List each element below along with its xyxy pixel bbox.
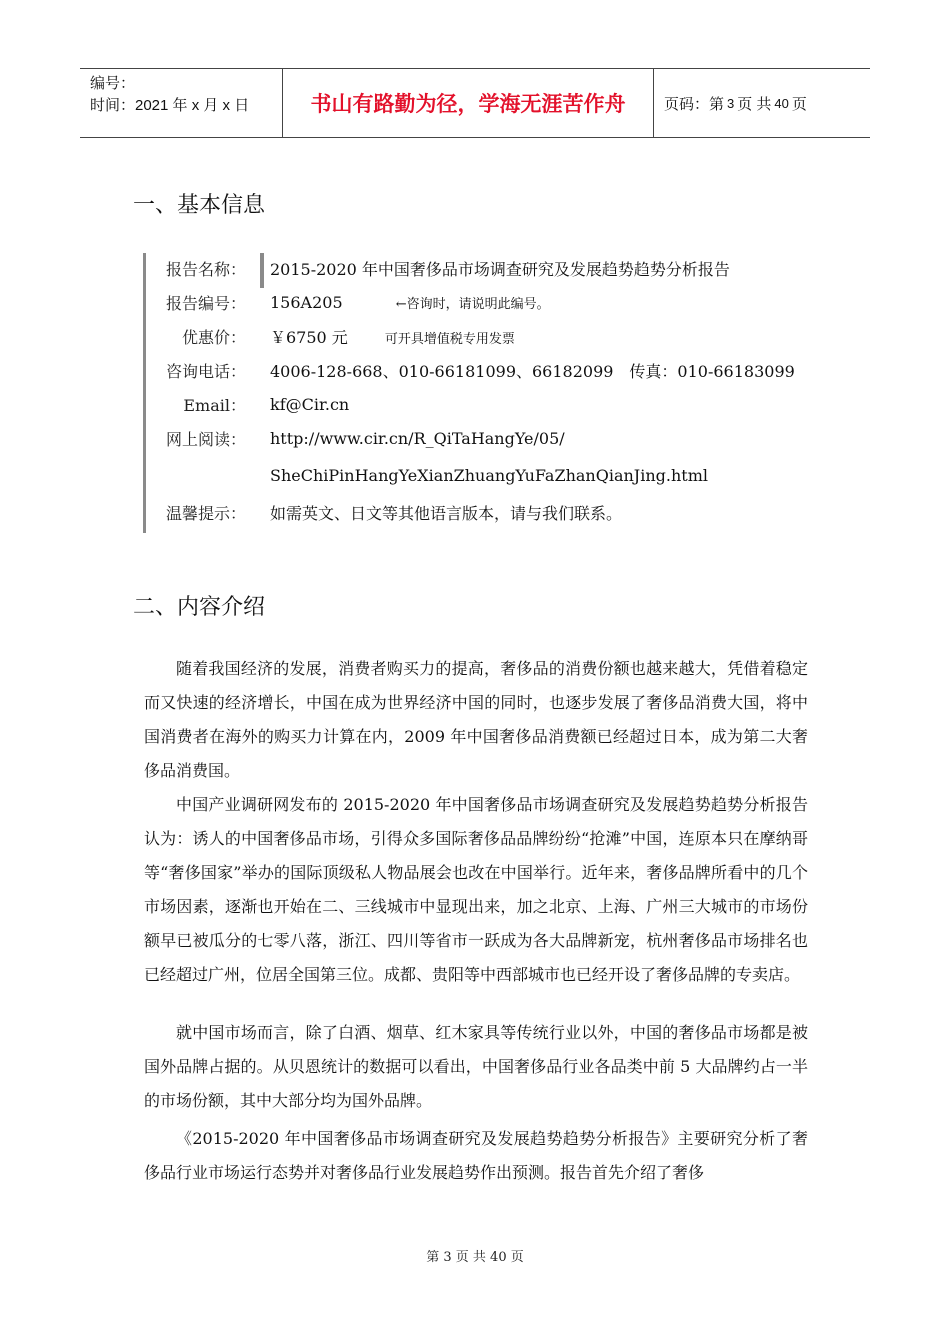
page-header [80, 68, 870, 138]
content-paragraph-3: 就中国市场而言，除了白酒、烟草、红木家具等传统行业以外，中国的奢侈品市场都是被国外品牌占据的。从贝恩统计的数据可以看出，中国奢侈品行业各品类中前 5 大品牌约占一半的市场份额，其中大部分均为国外品牌。 [144, 1023, 808, 1110]
content-paragraph-2: 中国产业调研网发布的 2015-2020 年中国奢侈品市场调查研究及发展趋势趋势分析报告认为：诱人的中国奢侈品市场，引得众多国际奢侈品品牌纷纷“抢滩”中国，连原本只在摩纳哥等“奢侈国家”举办的国际顶级私人物品展会也改在中国举行。近年来，奢侈品牌所看中的几个市场因素，逐渐也开始在二、三线城市中显现出来，加之北京、上海、广州三大城市的市场份额早已被瓜分的七零八落，浙江、四川等省市一跃成为各大品牌新宠，杭州奢侈品市场排名也已经超过广州，位居全国第三位。成都、贵阳等中西部城市也已经开设了奢侈品牌的专卖店。 [144, 795, 808, 984]
header-meta [80, 69, 282, 137]
content-paragraph-1: 随着我国经济的发展，消费者购买力的提高，奢侈品的消费份额也越来越大，凭借着稳定而又快速的经济增长，中国在成为世界经济中国的同时，也逐步发展了奢侈品消费大国，将中国消费者在海外的购买力计算在内，2009 年中国奢侈品消费额已经超过日本，成为第二大奢侈品消费国。 [144, 659, 808, 780]
phone-label: 咨询电话： [165, 361, 246, 381]
basic-info-block [143, 253, 806, 533]
section-title-content-intro: 二、内容介绍 [133, 595, 266, 620]
header-page-info [654, 69, 870, 137]
header-motto: 书山有路勤为径，学海无涯苦作舟 [282, 69, 654, 137]
info-row-web-cont [146, 460, 708, 490]
page-suffix: 页 [791, 95, 807, 113]
price: ￥6750 元 [270, 327, 348, 347]
tip-label: 温馨提示： [165, 503, 246, 523]
info-row-tip [146, 497, 623, 527]
doc-number-label: 编号： [90, 75, 136, 92]
price-value [270, 325, 515, 348]
info-row-price [146, 321, 515, 351]
info-row-web [146, 423, 565, 453]
page-current: 3 [727, 95, 735, 111]
page-prefix: 页码：第 [664, 95, 725, 113]
info-row-code [146, 287, 550, 317]
report-code-value [270, 293, 550, 312]
email-link[interactable]: kf@Cir.cn [270, 394, 350, 414]
page-total: 40 [774, 95, 789, 111]
page-footer: 第 3 页 共 40 页 [426, 1250, 524, 1265]
report-name-value: 2015-2020 年中国奢侈品市场调查研究及发展趋势趋势分析报告 [270, 259, 730, 279]
section-title-basic-info: 一、基本信息 [133, 193, 266, 218]
doc-time: 时间：2021 年 x 月 x 日 [90, 97, 250, 114]
info-row-phone [146, 355, 795, 385]
info-row-name [146, 253, 730, 283]
content-paragraph-4: 《2015-2020 年中国奢侈品市场调查研究及发展趋势趋势分析报告》主要研究分析了奢侈品行业市场运行态势并对奢侈品行业发展趋势作出预测。报告首先介绍了奢侈 [144, 1129, 808, 1182]
web-link-line-2[interactable]: SheChiPinHangYeXianZhuangYuFaZhanQianJing.html [270, 465, 708, 485]
web-link-line-1[interactable]: http://www.cir.cn/R_QiTaHangYe/05/ [270, 428, 565, 448]
tip-value: 如需英文、日文等其他语言版本，请与我们联系。 [270, 503, 623, 523]
web-label: 网上阅读： [165, 429, 246, 449]
report-code-note: ←咨询时，请说明此编号。 [395, 296, 550, 312]
info-row-email [146, 389, 350, 419]
price-label: 优惠价： [181, 327, 246, 347]
page-mid: 页 共 [737, 95, 772, 113]
report-name-label: 报告名称： [165, 259, 246, 279]
report-code-label: 报告编号： [165, 293, 246, 313]
report-code: 156A205 [270, 292, 343, 312]
info-divider-bar [260, 253, 264, 288]
email-label: Email： [183, 395, 246, 415]
price-note: 可开具增值税专用发票 [384, 331, 515, 347]
phone-value: 4006-128-668、010-66181099、66182099 传真：010-66183099 [270, 361, 795, 381]
